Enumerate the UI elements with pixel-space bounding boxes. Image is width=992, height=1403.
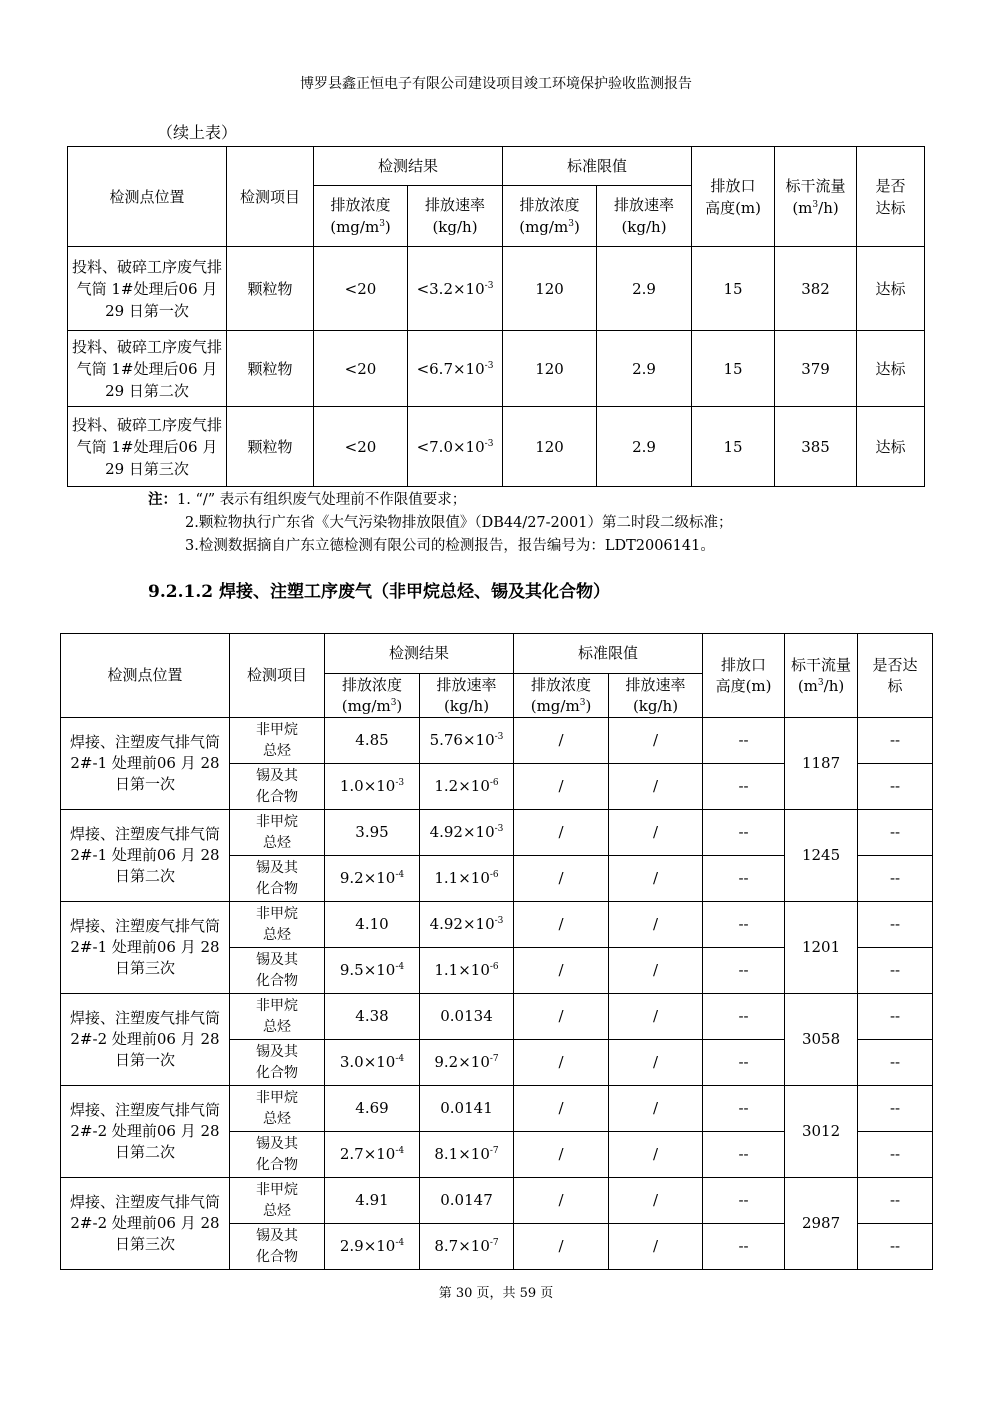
page-header: 博罗县鑫正恒电子有限公司建设项目竣工环境保护验收监测报告 [300, 76, 692, 92]
rate-cell: $1.1\times 10^{-6}$ [420, 856, 514, 902]
location-cell: 投料、破碎工序废气排气筒 1#处理后06 月 29 日第三次 [68, 407, 227, 487]
limit-rate-cell: / [609, 764, 703, 810]
item-cell: 颗粒物 [227, 247, 314, 331]
note-1: 1. “/” 表示有组织废气处理前不作限值要求； [177, 492, 467, 508]
particulate-table [67, 146, 925, 487]
note-2: 2.颗粒物执行广东省《大气污染物排放限值》（DB44/27-2001）第二时段二级标准； [185, 515, 733, 531]
height-cell: -- [703, 994, 785, 1040]
pass-cell: -- [858, 856, 933, 902]
rate-cell: $<6.7\times 10^{-3}$ [408, 331, 503, 407]
conc-cell: 4.38 [325, 994, 420, 1040]
welding-table [60, 633, 933, 1270]
limit-conc-cell: / [514, 718, 609, 764]
limit-conc-cell: / [514, 1178, 609, 1224]
limit-conc-cell: / [514, 856, 609, 902]
table-row [61, 718, 933, 764]
header-pass: 是否达标 [858, 634, 933, 718]
height-cell: -- [703, 810, 785, 856]
header-flow: 标干流量 $(m^3/h)$ [785, 634, 858, 718]
table-row [68, 407, 925, 487]
item-cell: 非甲烷总烃 [230, 1086, 325, 1132]
item-cell: 非甲烷总烃 [230, 994, 325, 1040]
limit-conc-cell: / [514, 948, 609, 994]
limit-conc-cell: / [514, 1040, 609, 1086]
height-cell: -- [703, 1132, 785, 1178]
height-cell: 15 [692, 331, 775, 407]
rate-cell: $8.1\times 10^{-7}$ [420, 1132, 514, 1178]
page-footer: 第 30 页，共 59 页 [438, 1286, 554, 1301]
item-cell: 锡及其化合物 [230, 856, 325, 902]
conc-cell: <20 [314, 407, 408, 487]
limit-conc-cell: / [514, 902, 609, 948]
conc-cell: $9.2\times 10^{-4}$ [325, 856, 420, 902]
limit-rate-cell: / [609, 1132, 703, 1178]
limit-conc-cell: / [514, 1224, 609, 1270]
pass-cell: -- [858, 764, 933, 810]
flow-cell: 382 [775, 247, 857, 331]
item-cell: 颗粒物 [227, 407, 314, 487]
conc-cell: <20 [314, 331, 408, 407]
item-cell: 锡及其化合物 [230, 1132, 325, 1178]
table-row [61, 810, 933, 856]
limit-conc-cell: 120 [503, 331, 597, 407]
header-height: 排放口高度(m) [692, 147, 775, 247]
limit-rate-cell: / [609, 1178, 703, 1224]
continue-label: （续上表） [157, 123, 238, 142]
flow-cell: 379 [775, 331, 857, 407]
pass-cell: -- [858, 902, 933, 948]
rate-cell: 0.0147 [420, 1178, 514, 1224]
header-location: 检测点位置 [61, 634, 230, 718]
conc-cell: $2.9\times 10^{-4}$ [325, 1224, 420, 1270]
pass-cell: 达标 [857, 407, 925, 487]
height-cell: -- [703, 1224, 785, 1270]
rate-cell: $4.92\times 10^{-3}$ [420, 810, 514, 856]
pass-cell: -- [858, 1178, 933, 1224]
rate-cell: $4.92\times 10^{-3}$ [420, 902, 514, 948]
height-cell: -- [703, 718, 785, 764]
conc-cell: $1.0\times 10^{-3}$ [325, 764, 420, 810]
height-cell: 15 [692, 247, 775, 331]
header-limit-conc: 排放浓度 $(mg/m^3)$ [503, 186, 597, 247]
item-cell: 非甲烷总烃 [230, 1178, 325, 1224]
conc-cell: 4.85 [325, 718, 420, 764]
rate-cell: 0.0134 [420, 994, 514, 1040]
limit-conc-cell: / [514, 764, 609, 810]
header-limits: 标准限值 [514, 634, 703, 674]
notes-label: 注： [148, 491, 177, 508]
section-title: 9.2.1.2 焊接、注塑工序废气（非甲烷总烃、锡及其化合物） [148, 582, 610, 602]
pass-cell: -- [858, 1224, 933, 1270]
item-cell: 非甲烷总烃 [230, 810, 325, 856]
header-rate: 排放速率 (kg/h) [420, 674, 514, 718]
height-cell: -- [703, 948, 785, 994]
header-pass: 是否达标 [857, 147, 925, 247]
table-row [61, 994, 933, 1040]
header-results: 检测结果 [314, 147, 503, 186]
item-cell: 锡及其化合物 [230, 948, 325, 994]
limit-conc-cell: / [514, 810, 609, 856]
conc-cell: 4.10 [325, 902, 420, 948]
conc-cell: $3.0\times 10^{-4}$ [325, 1040, 420, 1086]
header-item: 检测项目 [230, 634, 325, 718]
rate-cell: 0.0141 [420, 1086, 514, 1132]
limit-conc-cell: / [514, 1132, 609, 1178]
header-conc: 排放浓度 $(mg/m^3)$ [325, 674, 420, 718]
limit-rate-cell: / [609, 1224, 703, 1270]
item-cell: 锡及其化合物 [230, 1040, 325, 1086]
flow-cell: 1201 [785, 902, 858, 994]
limit-rate-cell: / [609, 718, 703, 764]
conc-cell: 4.91 [325, 1178, 420, 1224]
header-rate: 排放速率 (kg/h) [408, 186, 503, 247]
location-cell: 投料、破碎工序废气排气筒 1#处理后06 月 29 日第二次 [68, 331, 227, 407]
height-cell: -- [703, 764, 785, 810]
pass-cell: -- [858, 948, 933, 994]
limit-rate-cell: / [609, 994, 703, 1040]
limit-rate-cell: / [609, 856, 703, 902]
note-3: 3.检测数据摘自广东立德检测有限公司的检测报告，报告编号为：LDT2006141。 [185, 538, 715, 554]
table-row [68, 331, 925, 407]
rate-cell: $<7.0\times 10^{-3}$ [408, 407, 503, 487]
limit-conc-cell: 120 [503, 247, 597, 331]
table-row [61, 902, 933, 948]
limit-conc-cell: / [514, 1086, 609, 1132]
item-cell: 锡及其化合物 [230, 764, 325, 810]
header-location: 检测点位置 [68, 147, 227, 247]
limit-rate-cell: / [609, 810, 703, 856]
header-item: 检测项目 [227, 147, 314, 247]
header-limit-conc: 排放浓度 $(mg/m^3)$ [514, 674, 609, 718]
limit-rate-cell: 2.9 [597, 331, 692, 407]
rate-cell: $1.1\times 10^{-6}$ [420, 948, 514, 994]
limit-rate-cell: / [609, 1040, 703, 1086]
table-row [68, 247, 925, 331]
table-notes [148, 488, 732, 558]
height-cell: 15 [692, 407, 775, 487]
pass-cell: -- [858, 1132, 933, 1178]
rate-cell: $8.7\times 10^{-7}$ [420, 1224, 514, 1270]
flow-cell: 3012 [785, 1086, 858, 1178]
conc-cell: 4.69 [325, 1086, 420, 1132]
item-cell: 非甲烷总烃 [230, 718, 325, 764]
limit-rate-cell: 2.9 [597, 407, 692, 487]
height-cell: -- [703, 902, 785, 948]
limit-rate-cell: / [609, 1086, 703, 1132]
item-cell: 非甲烷总烃 [230, 902, 325, 948]
header-limits: 标准限值 [503, 147, 692, 186]
conc-cell: $9.5\times 10^{-4}$ [325, 948, 420, 994]
header-limit-rate: 排放速率 (kg/h) [597, 186, 692, 247]
table-row [61, 1086, 933, 1132]
rate-cell: $5.76\times 10^{-3}$ [420, 718, 514, 764]
limit-rate-cell: / [609, 948, 703, 994]
header-height: 排放口高度(m) [703, 634, 785, 718]
conc-cell: $2.7\times 10^{-4}$ [325, 1132, 420, 1178]
item-cell: 锡及其化合物 [230, 1224, 325, 1270]
height-cell: -- [703, 856, 785, 902]
pass-cell: -- [858, 994, 933, 1040]
conc-cell: 3.95 [325, 810, 420, 856]
header-results: 检测结果 [325, 634, 514, 674]
flow-cell: 1245 [785, 810, 858, 902]
location-cell: 焊接、注塑废气排气筒 2#-1 处理前06 月 28 日第二次 [61, 810, 230, 902]
rate-cell: $9.2\times 10^{-7}$ [420, 1040, 514, 1086]
pass-cell: -- [858, 1086, 933, 1132]
location-cell: 投料、破碎工序废气排气筒 1#处理后06 月 29 日第一次 [68, 247, 227, 331]
flow-cell: 1187 [785, 718, 858, 810]
header-conc: 排放浓度 $(mg/m^3)$ [314, 186, 408, 247]
limit-rate-cell: 2.9 [597, 247, 692, 331]
location-cell: 焊接、注塑废气排气筒 2#-2 处理前06 月 28 日第一次 [61, 994, 230, 1086]
location-cell: 焊接、注塑废气排气筒 2#-2 处理前06 月 28 日第三次 [61, 1178, 230, 1270]
flow-cell: 3058 [785, 994, 858, 1086]
limit-rate-cell: / [609, 902, 703, 948]
pass-cell: 达标 [857, 247, 925, 331]
rate-cell: $<3.2\times 10^{-3}$ [408, 247, 503, 331]
flow-cell: 385 [775, 407, 857, 487]
limit-conc-cell: 120 [503, 407, 597, 487]
header-limit-rate: 排放速率 (kg/h) [609, 674, 703, 718]
height-cell: -- [703, 1040, 785, 1086]
flow-cell: 2987 [785, 1178, 858, 1270]
location-cell: 焊接、注塑废气排气筒 2#-1 处理前06 月 28 日第一次 [61, 718, 230, 810]
rate-cell: $1.2\times 10^{-6}$ [420, 764, 514, 810]
header-flow: 标干流量 $(m^3/h)$ [775, 147, 857, 247]
conc-cell: <20 [314, 247, 408, 331]
height-cell: -- [703, 1178, 785, 1224]
pass-cell: -- [858, 1040, 933, 1086]
limit-conc-cell: / [514, 994, 609, 1040]
table-row [61, 1178, 933, 1224]
pass-cell: -- [858, 718, 933, 764]
pass-cell: 达标 [857, 331, 925, 407]
location-cell: 焊接、注塑废气排气筒 2#-1 处理前06 月 28 日第三次 [61, 902, 230, 994]
height-cell: -- [703, 1086, 785, 1132]
item-cell: 颗粒物 [227, 331, 314, 407]
pass-cell: -- [858, 810, 933, 856]
location-cell: 焊接、注塑废气排气筒 2#-2 处理前06 月 28 日第二次 [61, 1086, 230, 1178]
